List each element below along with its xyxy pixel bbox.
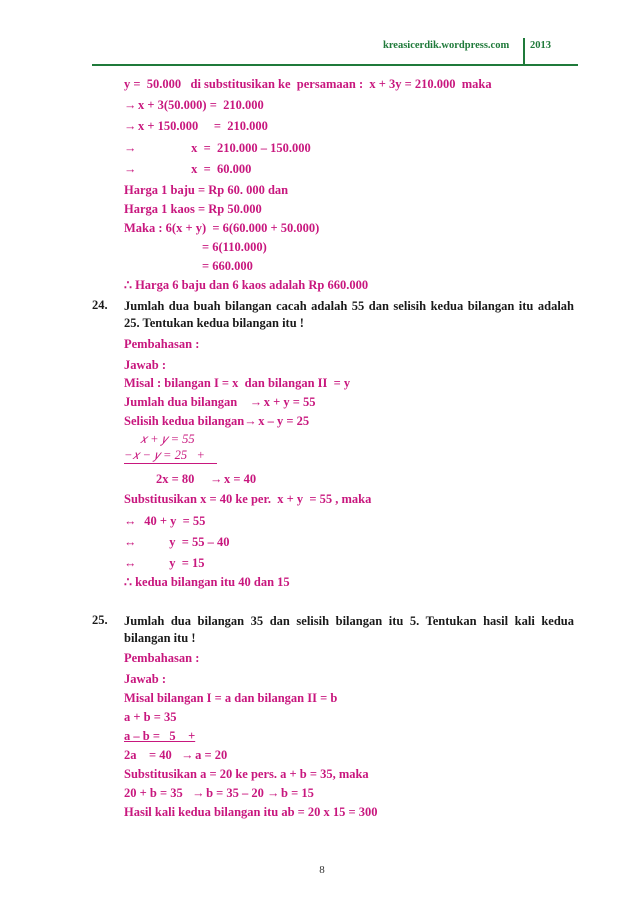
pembahasan-label: Pembahasan : [124, 337, 200, 351]
solution-line: 2x = 80 → x = 40 [156, 472, 257, 486]
solution-line: Substitusikan x = 40 ke per. x + y = 55 , maka [124, 492, 372, 506]
solution-line: ↔ y = 15 [124, 556, 205, 570]
arrow-icon: → [124, 98, 137, 112]
header-rule [92, 64, 578, 66]
solution-line: ↔ 40 + y = 55 [124, 514, 206, 528]
solution-line: y = 50.000 di substitusikan ke persamaan : x + 3y = 210.000 maka [124, 77, 492, 91]
solution-line: = 6(110.000) [202, 240, 267, 254]
iff-icon: ↔ [124, 535, 137, 549]
solution-line: → x + 150.000 = 210.000 [124, 119, 268, 133]
solution-line: = 660.000 [202, 259, 253, 273]
equation-line: −𝑥 − 𝑦 = 25 + [124, 448, 205, 462]
problem-question: Jumlah dua bilangan 35 dan selisih bilangan itu 5. Tentukan hasil kali kedua bilangan itu ! [124, 614, 574, 645]
solution-line: Misal bilangan I = a dan bilangan II = b [124, 691, 338, 705]
problem-number: 24. [92, 298, 108, 312]
iff-icon: ↔ [124, 514, 137, 528]
problem-number: 25. [92, 613, 108, 627]
header-separator [523, 38, 525, 64]
pembahasan-label: Pembahasan : [124, 651, 200, 665]
solution-line: 2a = 40 → a = 20 [124, 748, 228, 762]
solution-line: → x = 60.000 [124, 162, 252, 176]
solution-line: Maka : 6(x + y) = 6(60.000 + 50.000) [124, 221, 320, 235]
solution-line: a – b = 5 + [124, 729, 196, 743]
solution-conclusion: ∴ kedua bilangan itu 40 dan 15 [124, 575, 290, 589]
arrow-icon: → [267, 786, 280, 800]
arrow-icon: → [244, 414, 257, 428]
arrow-icon: → [124, 162, 137, 176]
arrow-icon: → [210, 472, 223, 486]
problem-question: Jumlah dua buah bilangan cacah adalah 55 dan selisih kedua bilangan itu adalah 25. Tentukan kedua bilangan itu ! [124, 299, 574, 330]
solution-line: a + b = 35 [124, 710, 177, 724]
arrow-icon: → [192, 786, 205, 800]
solution-conclusion: ∴ Harga 6 baju dan 6 kaos adalah Rp 660.000 [124, 278, 369, 292]
solution-line: → x + 3(50.000) = 210.000 [124, 98, 264, 112]
jawab-label: Jawab : [124, 672, 167, 686]
solution-line: Harga 1 kaos = Rp 50.000 [124, 202, 262, 216]
arrow-icon: → [249, 395, 263, 409]
solution-line: Harga 1 baju = Rp 60. 000 dan [124, 183, 289, 197]
solution-conclusion: Hasil kali kedua bilangan itu ab = 20 x 15 = 300 [124, 805, 378, 819]
solution-line: Misal : bilangan I = x dan bilangan II = y [124, 376, 351, 390]
solution-line: Jumlah dua bilangan → x + y = 55 [124, 395, 316, 409]
solution-line: Selisih kedua bilangan→ x – y = 25 [124, 414, 310, 428]
page-number: 8 [319, 864, 325, 876]
equation-underline [124, 463, 217, 464]
arrow-icon: → [181, 748, 194, 762]
jawab-label: Jawab : [124, 358, 167, 372]
solution-line: ↔ y = 55 – 40 [124, 535, 230, 549]
solution-line: 20 + b = 35 → b = 35 – 20 → b = 15 [124, 786, 314, 800]
solution-line: Substitusikan a = 20 ke pers. a + b = 35, maka [124, 767, 369, 781]
solution-line: → x = 210.000 – 150.000 [124, 141, 311, 155]
equation-line: 𝑥 + 𝑦 = 55 [140, 432, 195, 446]
iff-icon: ↔ [124, 556, 137, 570]
header-site: kreasicerdik.wordpress.com [383, 40, 510, 51]
arrow-icon: → [124, 119, 137, 133]
header-year: 2013 [530, 40, 551, 51]
arrow-icon: → [124, 141, 137, 155]
